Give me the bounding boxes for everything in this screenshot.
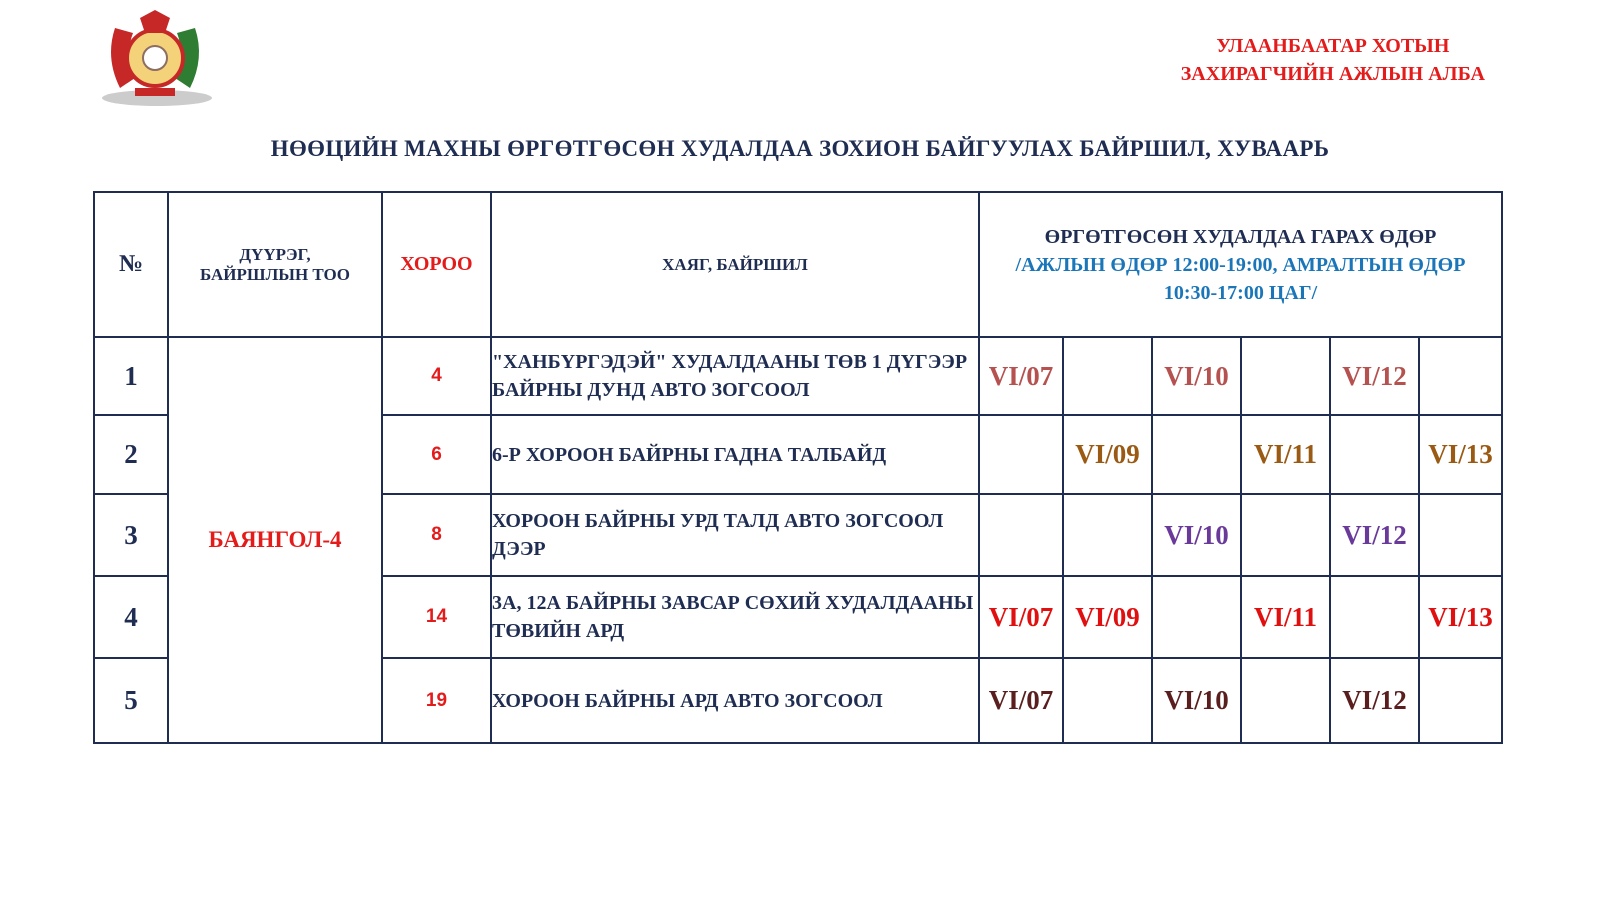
sale-date: VI/10 [1152,337,1241,415]
page-title: НӨӨЦИЙН МАХНЫ ӨРГӨТГӨСӨН ХУДАЛДАА ЗОХИОН БАЙГУУЛАХ БАЙРШИЛ, ХУВААРЬ [270,136,1330,161]
sale-date [1063,658,1152,743]
header-khoroo: ХОРОО [382,192,491,337]
header-dates-title: ӨРГӨТГӨСӨН ХУДАЛДАА ГАРАХ ӨДӨР [1044,225,1437,248]
sale-date [1419,337,1502,415]
org-line-1: УЛААНБААТАР ХОТЫН [1216,35,1450,57]
city-emblem-icon [95,8,215,108]
district-name: БАЯНГОЛ-4 [168,337,382,743]
table-row [94,337,1502,415]
organization-name [1181,32,1485,88]
sale-date: VI/10 [1152,494,1241,576]
khoroo-number: 8 [382,494,491,576]
sale-date: VI/09 [1063,576,1152,658]
khoroo-number: 14 [382,576,491,658]
sale-date [1152,415,1241,494]
header-district-line2: БАЙРШЛЫН ТОО [200,264,350,284]
row-number: 4 [94,576,168,658]
sale-date [979,415,1063,494]
header-no: № [94,192,168,337]
khoroo-number: 6 [382,415,491,494]
sale-date [1152,576,1241,658]
khoroo-number: 4 [382,337,491,415]
address: 6-Р ХОРООН БАЙРНЫ ГАДНА ТАЛБАЙД [491,415,979,494]
sale-date: VI/07 [979,576,1063,658]
header-address: ХАЯГ, БАЙРШИЛ [491,192,979,337]
sale-date: VI/13 [1419,576,1502,658]
sale-date: VI/09 [1063,415,1152,494]
address: ХОРООН БАЙРНЫ АРД АВТО ЗОГСООЛ [491,658,979,743]
sale-date [1241,494,1330,576]
sale-date: VI/07 [979,337,1063,415]
sale-date: VI/11 [1241,576,1330,658]
sale-date [1241,658,1330,743]
row-number: 5 [94,658,168,743]
sale-date [1063,494,1152,576]
sale-date [1330,415,1419,494]
sale-date: VI/07 [979,658,1063,743]
sale-date: VI/12 [1330,337,1419,415]
schedule-table [93,191,1503,744]
sale-date: VI/12 [1330,494,1419,576]
sale-date: VI/11 [1241,415,1330,494]
khoroo-number: 19 [382,658,491,743]
address: "ХАНБҮРГЭДЭЙ" ХУДАЛДААНЫ ТӨВ 1 ДҮГЭЭР БАЙРНЫ ДУНД АВТО ЗОГСООЛ [491,337,979,415]
row-number: 3 [94,494,168,576]
row-number: 1 [94,337,168,415]
row-number: 2 [94,415,168,494]
header-dates-hours: /АЖЛЫН ӨДӨР 12:00-19:00, АМРАЛТЫН ӨДӨР 10:30-17:00 ЦАГ/ [1015,253,1466,304]
sale-date [1330,576,1419,658]
sale-date: VI/12 [1330,658,1419,743]
sale-date: VI/10 [1152,658,1241,743]
address: ХОРООН БАЙРНЫ УРД ТАЛД АВТО ЗОГСООЛ ДЭЭР [491,494,979,576]
sale-date [979,494,1063,576]
header-district-line1: ДҮҮРЭГ, [239,244,311,264]
header-district [168,192,382,337]
header-dates [979,192,1502,337]
sale-date: VI/13 [1419,415,1502,494]
org-line-2: ЗАХИРАГЧИЙН АЖЛЫН АЛБА [1180,63,1485,85]
sale-date [1063,337,1152,415]
address: 3А, 12А БАЙРНЫ ЗАВСАР СӨХИЙ ХУДАЛДААНЫ ТӨВИЙН АРД [491,576,979,658]
table-header-row [94,192,1502,337]
sale-date [1419,658,1502,743]
sale-date [1241,337,1330,415]
sale-date [1419,494,1502,576]
